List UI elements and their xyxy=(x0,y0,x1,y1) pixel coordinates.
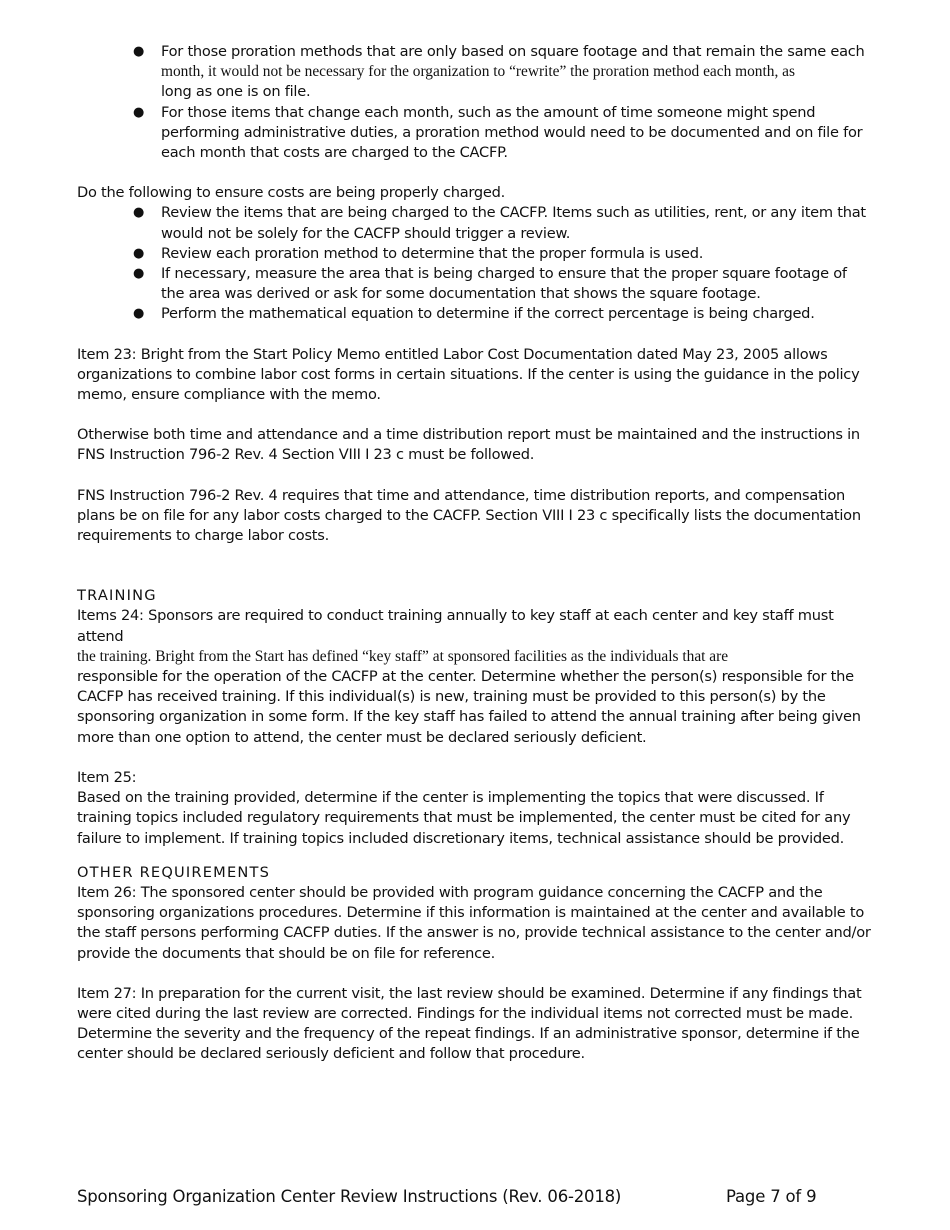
item-25-title: Item 25: xyxy=(77,768,137,786)
list-item: ● If necessary, measure the area that is being charged to ensure that the proper square footage of the area was derived or ask for some documentation that shows the square footage. xyxy=(133,265,847,303)
list-item: ● Review the items that are being charged to the CACFP. Items such as utilities, rent, or any item that would not be solely for the CACFP should trigger a review. xyxy=(133,204,866,242)
list-item: ● Perform the mathematical equation to determine if the correct percentage is being charged. xyxy=(161,304,872,324)
item-24-paragraph: Items 24: Sponsors are required to conduct training annually to key staff at each center and key staff must attend the training. Bright from the Start has defined “key staff” at sponsored facilities as the individuals that are responsible for the operation of the CACFP at the center. Determine whether the person(s) responsible for the CACFP has received training. If this individual(s) is new, training must be provided to this person(s) by the sponsoring organization in some form. If the key staff has failed to attend the annual training after being given more than one option to attend, the center must be declared seriously deficient. xyxy=(77,607,861,746)
bullet-icon: ● xyxy=(133,266,145,282)
bullet-icon: ● xyxy=(133,44,145,59)
list-item: ● For those items that change each month, such as the amount of time someone might spend performing administrative duties, a proration method would need to be documented and on file for each month that costs are charged to the CACFP. xyxy=(133,103,863,162)
item-25-paragraph: Based on the training provided, determine if the center is implementing the topics that were discussed. If training topics included regulatory requirements that must be implemented, the center must be cited for any failure to implement. If training topics included discretionary items, technical assistance should be provided. xyxy=(77,789,851,847)
item-23-paragraph: Item 23: Bright from the Start Policy Memo entitled Labor Cost Documentation dated May 23, 2005 allows organizations to combine labor cost forms in certain situations. If the center is using the guidance in the policy memo, ensure compliance with the memo. xyxy=(77,345,860,404)
list-item: ● For those proration methods that are only based on square footage and that remain the same each month, it would not be necessary for the organization to “rewrite” the proration method each month, as long as one is on file. xyxy=(133,43,865,101)
other-requirements-heading: OTHER REQUIREMENTS xyxy=(77,863,271,881)
bullet-icon: ● xyxy=(133,245,145,261)
footer-document-title: Sponsoring Organization Center Review Instructions (Rev. 06-2018) xyxy=(77,1187,622,1206)
page-body xyxy=(77,42,872,1065)
item-23-otherwise-paragraph: Otherwise both time and attendance and a time distribution report must be maintained and the instructions in FNS Instruction 796-2 Rev. 4 Section VIII I 23 c must be followed. xyxy=(77,426,860,464)
bullet-icon: ● xyxy=(133,104,145,120)
training-heading: TRAINING xyxy=(77,587,157,605)
list-item: ● Review each proration method to determine that the proper formula is used. xyxy=(161,244,872,264)
item-26-paragraph: Item 26: The sponsored center should be provided with program guidance concerning the CACFP and the sponsoring organizations procedures. Determine if this information is maintained at the center and available to the staff persons performing CACFP duties. If the answer is no, provide technical assistance to the center and/or provide the documents that should be on file for reference. xyxy=(77,883,871,962)
proration-bullet-list xyxy=(77,42,872,163)
ensure-bullet-list xyxy=(77,203,872,324)
fns-instruction-paragraph: FNS Instruction 796-2 Rev. 4 requires that time and attendance, time distribution reports, and compensation plans be on file for any labor costs charged to the CACFP. Section VIII I 23 c specifically lists the documentation requirements to charge labor costs. xyxy=(77,486,861,545)
bullet-icon: ● xyxy=(133,306,145,322)
item-27-paragraph: Item 27: In preparation for the current visit, the last review should be examined. Determine if any findings that were cited during the last review are corrected. Findings for the individual items not corrected must be made. Determine the severity and the frequency of the repeat findings. If an administrative sponsor, determine if the center should be declared seriously deficient and follow that procedure. xyxy=(77,984,862,1063)
bullet-icon: ● xyxy=(133,205,145,221)
ensure-intro: Do the following to ensure costs are being properly charged. xyxy=(77,184,506,202)
page-number: Page 7 of 9 xyxy=(726,1187,817,1206)
